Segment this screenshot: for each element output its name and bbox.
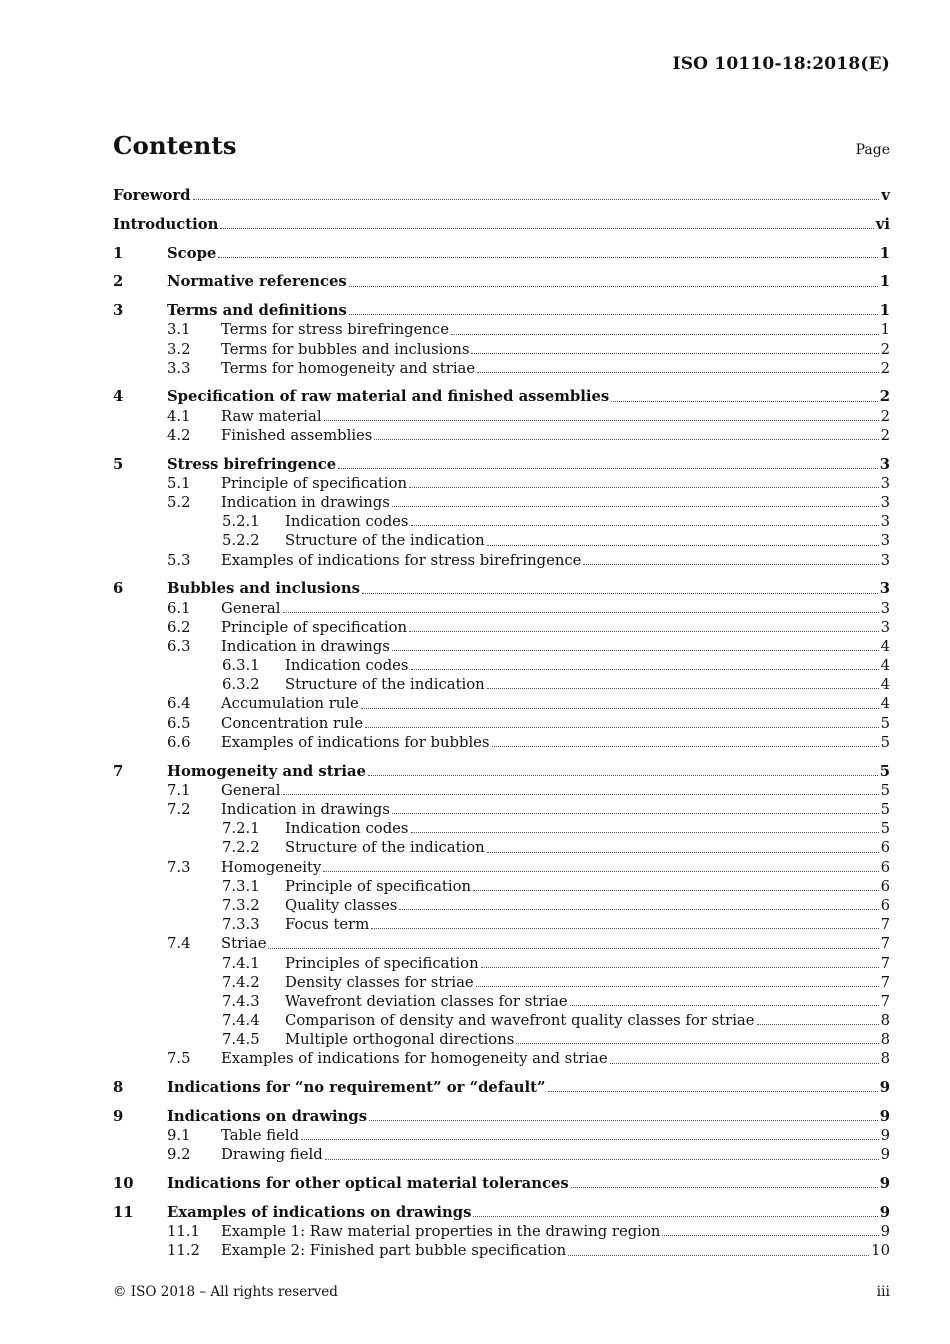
toc-entry-number: 5.2: [167, 494, 191, 511]
toc-entry-page: 9: [879, 1079, 890, 1097]
toc-leader-dots: [411, 657, 879, 670]
toc-entry-title: General: [221, 781, 281, 799]
toc-entry-number: 7.4.4: [222, 1012, 260, 1030]
page-number: iii: [876, 1284, 890, 1300]
toc-entry-number: 7.3.1: [222, 877, 260, 895]
toc-entry-title: Indication codes: [285, 513, 409, 531]
toc-entry[interactable]: [113, 694, 890, 713]
toc-leader-dots: [325, 1147, 879, 1160]
toc-entry-page: 3: [880, 551, 890, 569]
toc-entry-page: 9: [879, 1203, 890, 1221]
toc-entry-page: 10: [871, 1242, 890, 1260]
toc-leader-dots: [349, 302, 878, 315]
toc-entry-number: 4: [113, 388, 124, 406]
toc-leader-dots: [611, 389, 877, 402]
toc-leader-dots: [361, 696, 879, 709]
toc-leader-dots: [477, 360, 878, 373]
toc-entry-title: Comparison of density and wavefront quality classes for striae: [285, 1012, 755, 1030]
toc-entry-title: Scope: [167, 244, 217, 262]
toc-entry-number: 7.2.2: [222, 839, 260, 857]
toc-leader-dots: [662, 1223, 878, 1236]
toc-entry-page: 9: [879, 1175, 890, 1193]
toc-entry-number: 6.6: [167, 733, 191, 751]
toc-entry-page: 7: [880, 954, 890, 972]
toc-entry[interactable]: [113, 954, 890, 973]
toc-entry-title: Quality classes: [285, 896, 398, 914]
toc-entry-number: 7.2.1: [222, 820, 260, 838]
toc-leader-dots: [369, 1108, 878, 1121]
toc-entry-title: Focus term: [285, 916, 370, 934]
toc-entry[interactable]: [113, 1030, 890, 1049]
toc-entry-title: Multiple orthogonal directions: [285, 1031, 515, 1049]
toc-entry-number: 8: [113, 1079, 124, 1097]
toc-entry-number: 9.2: [167, 1146, 191, 1164]
copyright-notice: © ISO 2018 – All rights reserved: [113, 1284, 338, 1300]
toc-entry[interactable]: [113, 1241, 890, 1260]
toc-entry-title: Stress birefringence: [167, 455, 337, 473]
toc-entry[interactable]: [113, 973, 890, 992]
toc-entry-number: 5.2.2: [222, 532, 260, 550]
toc-entry-title: Density classes for striae: [285, 973, 474, 991]
toc-leader-dots: [338, 456, 877, 469]
toc-entry-number: 7.1: [167, 781, 191, 799]
toc-entry-title: Examples of indications for homogeneity and striae: [221, 1050, 608, 1068]
toc-entry[interactable]: [113, 1174, 890, 1193]
toc-entry-title: Examples of indications for bubbles: [221, 733, 490, 751]
toc-spacer: [113, 1097, 890, 1107]
toc-entry[interactable]: [113, 858, 890, 877]
toc-entry-number: 1: [113, 244, 124, 262]
toc-entry[interactable]: [113, 800, 890, 819]
toc-leader-dots: [492, 734, 879, 747]
toc-leader-dots: [409, 475, 879, 488]
toc-entry-number: 7.3: [167, 858, 191, 876]
toc-entry[interactable]: [113, 215, 890, 234]
toc-entry-page: 3: [879, 580, 890, 598]
toc-entry-title: General: [221, 599, 281, 617]
toc-entry[interactable]: [113, 934, 890, 953]
toc-entry-title: Examples of indications for stress birefringence: [221, 551, 582, 569]
toc-entry[interactable]: [113, 599, 890, 618]
toc-entry-title: Principle of specification: [285, 877, 472, 895]
toc-spacer: [113, 263, 890, 273]
toc-entry-page: 3: [880, 494, 890, 511]
toc-spacer: [113, 378, 890, 388]
toc-entry-title: Terms for bubbles and inclusions: [221, 340, 470, 358]
toc-leader-dots: [365, 715, 878, 728]
toc-spacer: [113, 445, 890, 455]
toc-leader-dots: [571, 1175, 878, 1188]
toc-entry-number: 3.1: [167, 321, 191, 339]
toc-entry-number: 6.3: [167, 637, 191, 655]
toc-entry-title: Accumulation rule: [221, 695, 359, 713]
toc-entry[interactable]: [113, 512, 890, 531]
toc-leader-dots: [371, 916, 878, 929]
toc-entry-number: 6.2: [167, 618, 191, 636]
toc-entry-page: 7: [880, 916, 890, 934]
toc-entry-page: 9: [880, 1223, 890, 1241]
toc-leader-dots: [487, 533, 879, 546]
toc-leader-dots: [516, 1031, 878, 1044]
toc-entry-title: Striae: [221, 935, 267, 953]
toc-entry-number: 10: [113, 1175, 134, 1193]
toc-spacer: [113, 752, 890, 762]
toc-leader-dots: [324, 408, 879, 421]
toc-entry[interactable]: [113, 531, 890, 550]
toc-leader-dots: [392, 801, 879, 814]
toc-entry-title: Examples of indications on drawings: [167, 1203, 472, 1221]
toc-entry-title: Principle of specification: [221, 618, 408, 636]
toc-entry[interactable]: [113, 714, 890, 733]
toc-entry-title: Example 2: Finished part bubble specification: [221, 1242, 567, 1260]
toc-entry-title: Structure of the indication: [285, 839, 485, 857]
toc-leader-dots: [283, 600, 879, 613]
toc-entry-number: 2: [113, 273, 124, 291]
toc-entry-number: 11.1: [167, 1223, 200, 1241]
toc-entry[interactable]: [113, 838, 890, 857]
toc-entry-number: 7: [113, 762, 124, 780]
toc-leader-dots: [218, 245, 877, 258]
toc-entry[interactable]: [113, 896, 890, 915]
toc-leader-dots: [399, 897, 878, 910]
toc-entry-title: Structure of the indication: [285, 676, 485, 694]
toc-leader-dots: [193, 187, 880, 200]
toc-entry-number: 6.4: [167, 695, 191, 713]
toc-entry-number: 3.2: [167, 340, 191, 358]
toc-entry-page: 4: [880, 676, 890, 694]
toc-entry-page: 3: [880, 599, 890, 617]
toc-entry[interactable]: [113, 493, 890, 512]
toc-entry-page: 2: [880, 426, 890, 444]
toc-entry[interactable]: [113, 1107, 890, 1126]
toc-entry-page: 2: [880, 359, 890, 377]
toc-leader-dots: [349, 274, 878, 287]
toc-entry-page: 3: [880, 618, 890, 636]
toc-entry[interactable]: [113, 426, 890, 445]
toc-entry-number: 5.2.1: [222, 513, 260, 531]
toc-spacer: [113, 234, 890, 244]
toc-entry-number: 7.3.2: [222, 896, 260, 914]
toc-entry-page: 1: [879, 302, 890, 320]
toc-entry-page: 3: [879, 455, 890, 473]
toc-entry-title: Principles of specification: [285, 954, 479, 972]
document-id: ISO 10110-18:2018(E): [672, 54, 890, 74]
toc-entry-page: 7: [880, 973, 890, 991]
toc-entry-title: Homogeneity: [221, 858, 322, 876]
toc-entry-title: Homogeneity and striae: [167, 762, 366, 780]
toc-entry-page: 9: [879, 1108, 890, 1125]
toc-entry-page: 5: [879, 762, 890, 780]
toc-entry[interactable]: [113, 819, 890, 838]
toc-entry[interactable]: [113, 877, 890, 896]
toc-leader-dots: [473, 1204, 877, 1217]
page-column-label: Page: [855, 142, 890, 158]
toc-entry[interactable]: [113, 407, 890, 426]
toc-entry-number: 4.2: [167, 426, 191, 444]
toc-leader-dots: [481, 955, 879, 968]
toc-entry-title: Bubbles and inclusions: [167, 580, 360, 598]
toc-entry-number: 11: [113, 1203, 134, 1221]
toc-entry[interactable]: [113, 1049, 890, 1068]
toc-entry-number: 9: [113, 1108, 124, 1125]
toc-leader-dots: [362, 581, 878, 594]
toc-entry-page: 1: [879, 244, 890, 262]
toc-entry-title: Indications on drawings: [167, 1108, 368, 1125]
page-title: Contents: [113, 131, 237, 160]
toc-entry-page: 4: [880, 695, 890, 713]
toc-entry-title: Raw material: [221, 407, 322, 425]
toc-entry-number: 7.4.2: [222, 973, 260, 991]
toc-entry-page: 8: [880, 1012, 890, 1030]
toc-entry-title: Concentration rule: [221, 714, 364, 732]
toc-entry-page: 4: [880, 637, 890, 655]
toc-entry-title: Indication in drawings: [221, 637, 390, 655]
toc-entry[interactable]: [113, 992, 890, 1011]
toc-entry[interactable]: [113, 272, 890, 291]
toc-entry-number: 6.3.2: [222, 676, 260, 694]
toc-entry[interactable]: [113, 1203, 890, 1222]
toc-entry-page: v: [881, 187, 890, 204]
toc-entry-title: Indication in drawings: [221, 801, 390, 818]
toc-entry-title: Example 1: Raw material properties in the drawing region: [221, 1223, 661, 1241]
toc-entry-title: Indications for “no requirement” or “default”: [167, 1079, 546, 1097]
toc-entry-number: 6.1: [167, 599, 191, 617]
toc-entry[interactable]: [113, 915, 890, 934]
toc-spacer: [113, 205, 890, 215]
toc-entry-page: 2: [880, 340, 890, 358]
toc-entry-number: 6.3.1: [222, 657, 260, 675]
toc-leader-dots: [487, 676, 879, 689]
toc-spacer: [113, 570, 890, 580]
toc-entry-page: vi: [875, 215, 890, 233]
toc-entry-page: 7: [880, 935, 890, 953]
toc-entry[interactable]: [113, 340, 890, 359]
toc-entry-number: 11.2: [167, 1242, 200, 1260]
toc-entry-number: 5.1: [167, 474, 191, 492]
toc-leader-dots: [220, 216, 873, 229]
toc-entry-title: Indications for other optical material tolerances: [167, 1175, 569, 1193]
toc-entry-number: 7.5: [167, 1050, 191, 1068]
toc-entry[interactable]: [113, 618, 890, 637]
toc-entry-title: Indication codes: [285, 820, 409, 838]
toc-entry-page: 5: [880, 733, 890, 751]
toc-entry-page: 1: [880, 321, 890, 339]
toc-entry[interactable]: [113, 1145, 890, 1164]
toc-entry[interactable]: [113, 1222, 890, 1241]
toc-entry-number: 7.2: [167, 801, 191, 818]
toc-entry-page: 7: [880, 992, 890, 1010]
toc-spacer: [113, 1193, 890, 1203]
toc-entry[interactable]: [113, 637, 890, 656]
toc-entry-number: 9.1: [167, 1127, 191, 1145]
toc-entry-page: 3: [880, 532, 890, 550]
toc-entry-page: 6: [880, 896, 890, 914]
toc-entry[interactable]: [113, 387, 890, 406]
toc-leader-dots: [268, 936, 878, 949]
toc-entry-title: Principle of specification: [221, 474, 408, 492]
toc-entry-page: 5: [880, 781, 890, 799]
toc-entry[interactable]: [113, 455, 890, 474]
toc-entry[interactable]: [113, 186, 890, 205]
toc-entry-number: 7.4.1: [222, 954, 260, 972]
toc-entry-number: 6: [113, 580, 124, 598]
toc-leader-dots: [471, 341, 878, 354]
toc-spacer: [113, 1165, 890, 1175]
toc-entry[interactable]: [113, 579, 890, 598]
toc-entry[interactable]: [113, 656, 890, 675]
toc-leader-dots: [392, 494, 879, 507]
toc-entry-page: 3: [880, 513, 890, 531]
toc-entry-number: 3: [113, 302, 124, 320]
toc-entry[interactable]: [113, 1011, 890, 1030]
toc-entry-page: 5: [880, 714, 890, 732]
toc-leader-dots: [610, 1051, 879, 1064]
toc-entry-title: Terms and definitions: [167, 302, 347, 320]
toc-entry-title: Normative references: [167, 273, 347, 291]
toc-entry-page: 6: [880, 877, 890, 895]
toc-entry-page: 9: [880, 1127, 890, 1145]
toc-entry-title: Table field: [221, 1127, 300, 1145]
toc-leader-dots: [301, 1127, 879, 1140]
toc-entry-page: 2: [879, 388, 890, 406]
toc-entry[interactable]: [113, 1078, 890, 1097]
toc-entry-title: Terms for stress birefringence: [221, 321, 449, 339]
toc-entry-number: 4.1: [167, 407, 191, 425]
table-of-contents: [113, 186, 890, 1261]
toc-entry[interactable]: [113, 1126, 890, 1145]
toc-entry[interactable]: [113, 320, 890, 339]
toc-entry-number: 7.3.3: [222, 916, 260, 934]
toc-entry[interactable]: [113, 551, 890, 570]
toc-entry[interactable]: [113, 733, 890, 752]
toc-entry-page: 1: [879, 273, 890, 291]
toc-entry-title: Structure of the indication: [285, 532, 485, 550]
toc-leader-dots: [411, 820, 879, 833]
toc-leader-dots: [583, 552, 878, 565]
toc-entry[interactable]: [113, 359, 890, 378]
toc-leader-dots: [409, 619, 879, 632]
toc-entry-number: 3.3: [167, 359, 191, 377]
toc-spacer: [113, 292, 890, 302]
toc-leader-dots: [487, 840, 879, 853]
toc-entry[interactable]: [113, 675, 890, 694]
toc-leader-dots: [368, 763, 878, 776]
toc-entry-title: Indication in drawings: [221, 494, 390, 511]
toc-entry-title: Foreword: [113, 187, 191, 204]
toc-leader-dots: [473, 878, 879, 891]
toc-entry-page: 5: [880, 801, 890, 818]
toc-leader-dots: [451, 322, 879, 335]
toc-entry-page: 8: [880, 1050, 890, 1068]
toc-entry-page: 3: [880, 474, 890, 492]
toc-entry-title: Terms for homogeneity and striae: [221, 359, 476, 377]
toc-entry[interactable]: [113, 301, 890, 320]
toc-leader-dots: [392, 638, 879, 651]
toc-entry-title: Introduction: [113, 215, 219, 233]
toc-entry-page: 4: [880, 657, 890, 675]
toc-entry-number: 5.3: [167, 551, 191, 569]
toc-entry-number: 6.5: [167, 714, 191, 732]
toc-entry[interactable]: [113, 762, 890, 781]
toc-entry-number: 7.4.5: [222, 1031, 260, 1049]
toc-entry-title: Wavefront deviation classes for striae: [285, 992, 568, 1010]
toc-leader-dots: [757, 1012, 879, 1025]
toc-leader-dots: [548, 1079, 878, 1092]
toc-entry-page: 9: [880, 1146, 890, 1164]
toc-leader-dots: [476, 974, 879, 987]
toc-entry-page: 6: [880, 858, 890, 876]
toc-entry-title: Drawing field: [221, 1146, 323, 1164]
toc-entry[interactable]: [113, 244, 890, 263]
toc-entry-page: 5: [880, 820, 890, 838]
toc-entry-title: Indication codes: [285, 657, 409, 675]
toc-leader-dots: [411, 513, 879, 526]
toc-entry-number: 7.4: [167, 935, 191, 953]
toc-leader-dots: [570, 993, 879, 1006]
toc-leader-dots: [283, 782, 879, 795]
toc-entry[interactable]: [113, 474, 890, 493]
toc-entry-number: 5: [113, 455, 124, 473]
toc-entry-page: 6: [880, 839, 890, 857]
toc-entry-title: Specification of raw material and finished assemblies: [167, 388, 610, 406]
toc-entry-page: 2: [880, 407, 890, 425]
toc-entry-page: 8: [880, 1031, 890, 1049]
toc-entry-title: Finished assemblies: [221, 426, 373, 444]
toc-leader-dots: [374, 427, 878, 440]
toc-spacer: [113, 1069, 890, 1079]
toc-leader-dots: [323, 859, 878, 872]
toc-entry-number: 7.4.3: [222, 992, 260, 1010]
toc-leader-dots: [568, 1243, 869, 1256]
toc-entry[interactable]: [113, 781, 890, 800]
